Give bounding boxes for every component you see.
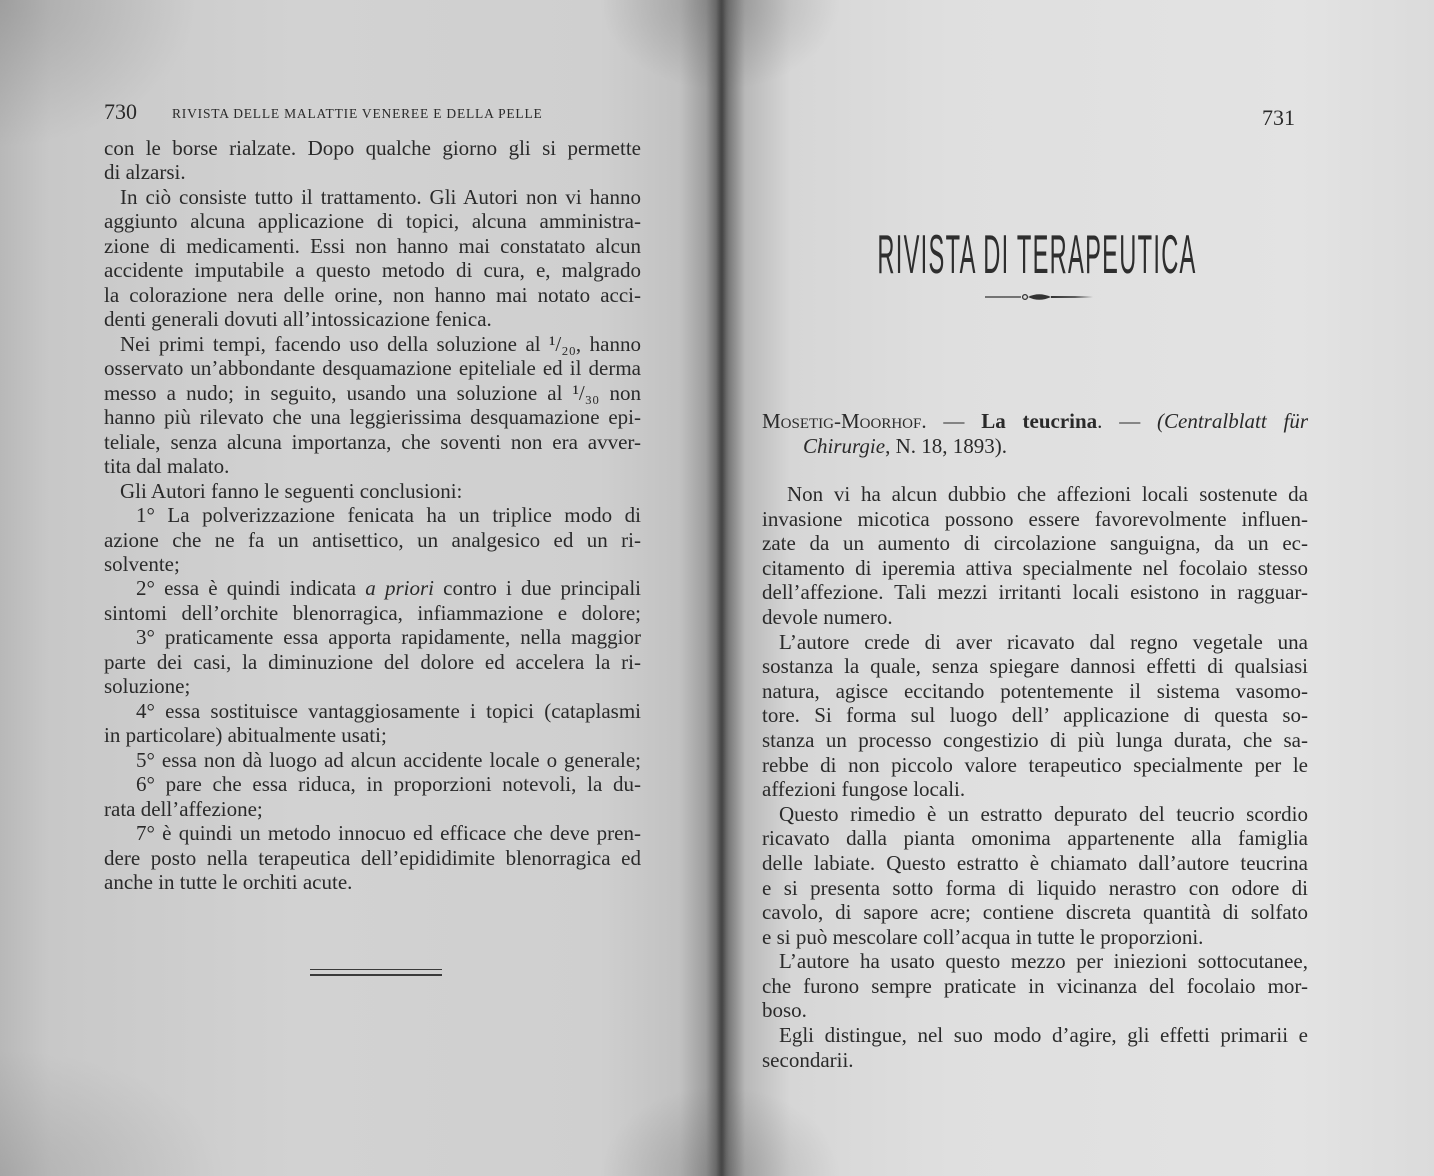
- double-rule-divider: [310, 969, 442, 976]
- page-number: 730: [104, 99, 137, 124]
- text-line: Egli distingue, nel suo modo d’agire, gli effetti primarii e: [779, 1023, 1308, 1048]
- text-line: e si presenta sotto forma di liquido nerastro con odore di: [762, 875, 1308, 900]
- text-line: delle labiate. Questo estratto è chiamato dall’autore teucrina: [762, 850, 1308, 875]
- text-segment: —: [926, 409, 982, 433]
- text-line: 5° essa non dà luogo ad alcun accidente locale o generale;: [136, 747, 641, 772]
- text-line: [762, 409, 1308, 434]
- author-name: Mosetig-Moorhof.: [762, 409, 927, 433]
- text-line: accidente imputabile a questo metodo di cura, e, malgrado: [104, 258, 641, 283]
- text-line: zione di medicamenti. Essi non hanno mai constatato alcun: [104, 233, 641, 258]
- text-line: 1° La polverizzazione fenicata ha un triplice modo di: [136, 503, 641, 528]
- text-line: sostanza la quale, senza spiegare dannosi effetti di qualsiasi: [762, 654, 1308, 679]
- text-line: solvente;: [104, 551, 180, 576]
- text-segment: 2° essa è quindi indicata: [136, 576, 366, 601]
- text-line: stanza un processo congestizio di più lunga durata, che sa-: [762, 727, 1308, 752]
- text-line: L’autore ha usato questo mezzo per iniezioni sottocutanee,: [779, 949, 1308, 974]
- text-line: 7° è quindi un metodo innocuo ed efficace che deve pren-: [136, 821, 641, 846]
- source-journal: (Centralblatt für: [1157, 409, 1309, 433]
- text-line: tita dal malato.: [104, 454, 230, 479]
- text-line: soluzione;: [104, 674, 191, 699]
- text-line: devole numero.: [762, 604, 893, 629]
- text-segment: contro i due principali: [433, 576, 642, 601]
- text-line: 6° pare che essa riduca, in proporzioni notevoli, la du-: [136, 772, 641, 797]
- text-line: [104, 576, 641, 600]
- article-heading: [762, 409, 1308, 459]
- text-line: sintomi dell’orchite blenorragica, infiammazione e dolore;: [104, 600, 641, 625]
- text-line: citamento di iperemia attiva specialmente nel focolaio stesso: [762, 555, 1308, 580]
- text-line: In ciò consiste tutto il trattamento. Gli Autori non vi hanno: [120, 184, 641, 209]
- text-line: dell’affezione. Tali mezzi irritanti locali esistono in ragguar-: [762, 580, 1308, 605]
- page-number: 731: [1262, 105, 1295, 130]
- text-line: 4° essa sostituisce vantaggiosamente i topici (cataplasmi: [136, 698, 641, 723]
- right-page: [724, 0, 1434, 1176]
- text-line: [762, 434, 1308, 459]
- text-line: secondarii.: [762, 1047, 854, 1072]
- text-line: osservato un’abbondante desquamazione epiteliale ed il derma: [104, 356, 641, 381]
- text-line: in particolare) abitualmente usati;: [104, 723, 387, 748]
- text-line: la colorazione nera delle orine, non hanno mai notato acci-: [104, 282, 641, 307]
- text-line: ricavato dalla pianta omonima appartenente alla famiglia: [762, 826, 1308, 851]
- text-line: denti generali dovuti all’intossicazione fenica.: [104, 307, 492, 332]
- article-title: La teucrina: [981, 409, 1098, 433]
- text-line: aggiunto alcuna applicazione di topici, alcuna amministra-: [104, 209, 641, 234]
- ornament-divider: [985, 290, 1093, 304]
- text-line: tore. Si forma sul luogo dell’ applicazione di questa so-: [762, 703, 1308, 728]
- running-head: RIVISTA DELLE MALATTIE VENEREE E DELLA PELLE: [172, 106, 543, 121]
- text-line: Questo rimedio è un estratto depurato del teucrio scordio: [779, 801, 1308, 826]
- text-line: teliale, senza alcuna importanza, che soventi non era avver-: [104, 429, 641, 454]
- text-line: Gli Autori fanno le seguenti conclusioni:: [120, 478, 463, 503]
- text-line: boso.: [762, 998, 807, 1023]
- text-line: parte dei casi, la diminuzione del dolore ed accelera la ri-: [104, 649, 641, 674]
- text-line: con le borse rialzate. Dopo qualche giorno gli si permette: [104, 136, 641, 160]
- citation-text: , N. 18, 1893).: [885, 433, 1007, 458]
- text-line: 3° praticamente essa apporta rapidamente, nella maggior: [136, 625, 641, 650]
- text-line: messo a nudo; in seguito, usando una soluzione al ¹/₃₀ non: [104, 380, 641, 405]
- source-journal: Chirurgie: [803, 433, 886, 458]
- body-text: [762, 482, 1308, 1072]
- text-line: dere posto nella terapeutica dell’epididimite blenorragica ed: [104, 845, 641, 870]
- text-line: invasione micotica possono essere favorevolmente influen-: [762, 506, 1308, 531]
- text-line: rebbe di non piccolo valore terapeutico specialmente per le: [762, 752, 1308, 777]
- text-line: che furono sempre praticate in vicinanza del focolaio mor-: [762, 973, 1308, 998]
- body-text: [104, 136, 641, 895]
- text-line: e si può mescolare coll’acqua in tutte le proporzioni.: [762, 924, 1204, 949]
- text-line: L’autore crede di aver ricavato dal regno vegetale una: [779, 629, 1308, 654]
- text-line: zate da un aumento di circolazione sanguigna, da un ec-: [762, 531, 1308, 556]
- text-line: di alzarsi.: [104, 160, 186, 185]
- text-line: Nei primi tempi, facendo uso della soluzione al ¹/₂₀, hanno: [120, 331, 641, 356]
- text-line: hanno più rilevato che una leggierissima desquamazione epi-: [104, 405, 641, 430]
- section-title: RIVISTA DI TERAPEUTICA: [877, 223, 1197, 285]
- italic-text: a priori: [365, 576, 434, 601]
- text-line: affezioni fungose locali.: [762, 777, 966, 802]
- text-line: azione che ne fa un antisettico, un analgesico ed un ri-: [104, 527, 641, 552]
- text-line: natura, agisce eccitando potentemente il sistema vasomo-: [762, 678, 1308, 703]
- text-line: rata dell’affezione;: [104, 796, 263, 821]
- text-segment: . —: [1097, 409, 1158, 433]
- text-line: cavolo, di sapore acre; contiene discreta quantità di solfato: [762, 900, 1308, 925]
- text-line: anche in tutte le orchiti acute.: [104, 870, 353, 895]
- text-line: Non vi ha alcun dubbio che affezioni locali sostenute da: [787, 482, 1308, 506]
